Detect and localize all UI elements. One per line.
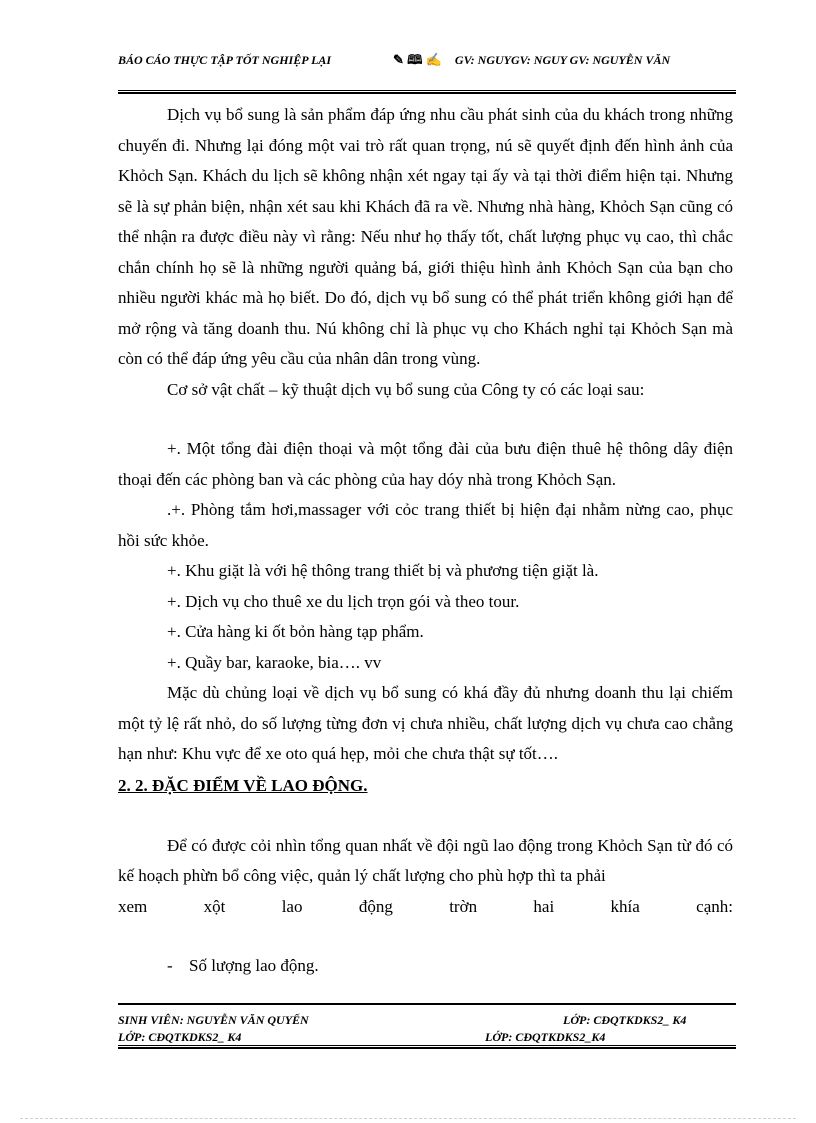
footer-row <box>118 1029 736 1046</box>
footer-student-name: SINH VIÊN: NGUYỄN VĂN QUYẾN <box>118 1013 309 1027</box>
dash-bullet: - <box>167 956 173 975</box>
page-edge-line <box>20 1118 796 1119</box>
paragraph-revenue: Mặc dù chủng loại về dịch vụ bổ sung có khá đầy đủ nhưng doanh thu lại chiếm một tỷ lệ rất nhỏ, do số lượng từng đơn vị chưa nhiều, chất lượng dịch vụ chưa cao chẳng hạn như: Khu vực để xe oto quá hẹp, mỏi che chưa thật sự tốt…. <box>118 683 733 763</box>
list-item-telephone: +. Một tổng đài điện thoại và một tổng đài của bưu điện thuê hệ thông dây điện thoại đến các phòng ban và các phòng của hay dóy nhà trong Khỏch Sạn. <box>118 439 733 489</box>
blank-line <box>118 405 733 434</box>
book-ornament-icon: ✎ 🕮 ✍ <box>393 52 442 67</box>
header-teacher <box>393 52 738 68</box>
list-item-laundry: +. Khu giặt là với hệ thông trang thiết bị và phương tiện giặt là. <box>167 561 599 580</box>
list-item-kiosk: +. Cửa hàng ki ốt bỏn hàng tạp phẩm. <box>167 622 424 641</box>
header-divider <box>118 90 736 94</box>
header-report-title: BÁO CÁO THỰC TẬP TỐT NGHIỆP LẠI <box>118 53 332 67</box>
header-teacher-text: GV: NGUYGV: NGUY GV: NGUYỄN VĂN <box>454 53 671 67</box>
paragraph-labor-intro: Để có được cỏi nhìn tổng quan nhất về đội ngũ lao động trong Khỏch Sạn từ đó có kế hoạch phừn bổ công việc, quản lý chất lượng cho phù hợp thì ta phải <box>118 835 733 885</box>
section-heading-labor: 2. 2. ĐẶC ĐIỂM VỀ LAO ĐỘNG. <box>118 775 368 795</box>
page-header <box>118 52 736 92</box>
footer-bottom-divider <box>118 1045 736 1049</box>
list-item-labor-quantity-text: Số lượng lao động. <box>189 956 319 975</box>
blank-line <box>118 802 733 831</box>
document-body <box>118 100 733 982</box>
footer-class-right: LỚP: CĐQTKDKS2_K4 <box>485 1030 606 1044</box>
list-item-labor-quantity <box>118 951 733 982</box>
footer-class-left: LỚP: CĐQTKDKS2_ K4 <box>118 1030 242 1044</box>
footer-divider <box>118 1003 736 1005</box>
list-item-sauna: .+. Phòng tắm hơi,massager với cỏc trang thiết bị hiện đại nhằm nừng cao, phục hồi sức khỏe. <box>118 500 733 550</box>
paragraph-facilities-lead: Cơ sở vật chất – kỹ thuật dịch vụ bổ sung của Công ty có các loại sau: <box>167 379 645 399</box>
list-item-bar: +. Quầy bar, karaoke, bia…. vv <box>167 652 382 672</box>
blank-line <box>118 922 733 951</box>
page-footer <box>118 1012 736 1046</box>
paragraph-services-intro: Dịch vụ bổ sung là sản phẩm đáp ứng nhu cầu phát sinh của du khách trong những chuyến đi. Nhưng lại đóng một vai trò rất quan trọng, nú sẽ quyết định đến hình ảnh của Khỏch Sạn. Khách du lịch sẽ không nhận xét ngay tại ấy và tại thời điểm hiện tại. Nhưng sẽ là sự phản biện, nhận xét sau khi Khách đã ra về. Nhưng nhà hàng, Khỏch Sạn cũng có thể nhận ra được điều này vì rằng: Nếu như họ thấy tốt, chất lượng phục vụ cao, thì chắc chắn chính họ sẽ là những người quảng bá, giới thiệu hình ảnh Khỏch Sạn của bạn cho nhiều người khác mà họ biết. Do đó, dịch vụ bổ sung có thể phát triển không giới hạn để mở rộng và tăng doanh thu. Nú không chỉ là phục vụ cho Khách nghỉ tại Khỏch Sạn mà còn có thể đáp ứng yêu cầu của nhân dân trong vùng. <box>118 105 733 368</box>
list-item-car-rental: +. Dịch vụ cho thuê xe du lịch trọn gói và theo tour. <box>167 591 520 611</box>
footer-class: LỚP: CĐQTKDKS2_ K4 <box>563 1013 687 1027</box>
paragraph-labor-intro-last-line: xem xột lao động trờn hai khía cạnh: <box>118 896 733 916</box>
footer-row <box>118 1012 736 1029</box>
